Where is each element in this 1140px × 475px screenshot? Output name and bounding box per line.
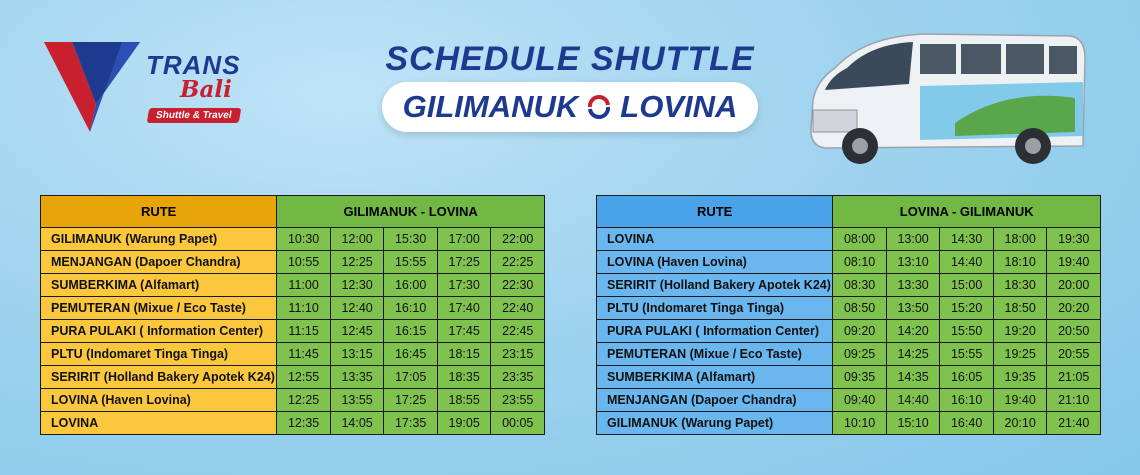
departure-time: 15:10	[886, 412, 940, 435]
stop-name: LOVINA (Haven Lovina)	[41, 389, 277, 412]
departure-time: 12:30	[330, 274, 384, 297]
table-row	[41, 366, 545, 389]
departure-time: 16:10	[940, 389, 994, 412]
schedule-table-gilimanuk-lovina	[40, 195, 545, 435]
departure-time: 11:45	[277, 343, 331, 366]
departure-time: 09:40	[833, 389, 887, 412]
departure-time: 16:00	[384, 274, 438, 297]
table-row	[41, 297, 545, 320]
departure-time: 17:45	[437, 320, 491, 343]
departure-time: 17:25	[437, 251, 491, 274]
schedule-table-lovina-gilimanuk	[596, 195, 1101, 435]
departure-time: 23:15	[491, 343, 545, 366]
departure-time: 19:20	[993, 320, 1047, 343]
departure-time: 12:25	[330, 251, 384, 274]
departure-time: 12:45	[330, 320, 384, 343]
departure-time: 18:50	[993, 297, 1047, 320]
departure-time: 13:35	[330, 366, 384, 389]
departure-time: 09:20	[833, 320, 887, 343]
departure-time: 19:40	[1047, 251, 1101, 274]
table-row	[597, 251, 1101, 274]
stop-name: GILIMANUK (Warung Papet)	[41, 228, 277, 251]
departure-time: 17:25	[384, 389, 438, 412]
brand-tagline: Shuttle & Travel	[147, 108, 241, 123]
table-row	[41, 228, 545, 251]
table-row	[597, 366, 1101, 389]
brand-name-bottom: Bali	[180, 76, 232, 103]
departure-time: 21:10	[1047, 389, 1101, 412]
table-row	[597, 297, 1101, 320]
departure-time: 20:55	[1047, 343, 1101, 366]
route-destination: LOVINA	[620, 89, 738, 124]
stop-name: PEMUTERAN (Mixue / Eco Taste)	[41, 297, 277, 320]
direction-header: LOVINA - GILIMANUK	[833, 196, 1101, 228]
departure-time: 18:10	[993, 251, 1047, 274]
departure-time: 22:40	[491, 297, 545, 320]
route-column-header: RUTE	[41, 196, 277, 228]
departure-time: 15:30	[384, 228, 438, 251]
table-row	[597, 228, 1101, 251]
departure-time: 10:10	[833, 412, 887, 435]
departure-time: 16:05	[940, 366, 994, 389]
departure-time: 08:10	[833, 251, 887, 274]
trans-bali-logo-icon	[44, 42, 144, 132]
departure-time: 13:00	[886, 228, 940, 251]
stop-name: SUMBERKIMA (Alfamart)	[597, 366, 833, 389]
departure-time: 08:50	[833, 297, 887, 320]
table-row	[41, 412, 545, 435]
table-row	[597, 274, 1101, 297]
schedule-body	[597, 228, 1101, 435]
departure-time: 14:25	[886, 343, 940, 366]
departure-time: 18:15	[437, 343, 491, 366]
table-row	[597, 343, 1101, 366]
table-row	[41, 274, 545, 297]
departure-time: 13:10	[886, 251, 940, 274]
table-header-row	[41, 196, 545, 228]
departure-time: 23:55	[491, 389, 545, 412]
departure-time: 13:30	[886, 274, 940, 297]
table-row	[41, 343, 545, 366]
stop-name: LOVINA	[41, 412, 277, 435]
stop-name: PLTU (Indomaret Tinga Tinga)	[41, 343, 277, 366]
departure-time: 19:25	[993, 343, 1047, 366]
route-banner	[382, 82, 758, 132]
departure-time: 19:30	[1047, 228, 1101, 251]
departure-time: 16:10	[384, 297, 438, 320]
departure-time: 16:45	[384, 343, 438, 366]
departure-time: 19:40	[993, 389, 1047, 412]
departure-time: 15:55	[940, 343, 994, 366]
departure-time: 23:35	[491, 366, 545, 389]
departure-time: 12:40	[330, 297, 384, 320]
departure-time: 20:20	[1047, 297, 1101, 320]
table-row	[41, 389, 545, 412]
stop-name: MENJANGAN (Dapoer Chandra)	[41, 251, 277, 274]
departure-time: 15:00	[940, 274, 994, 297]
stop-name: PLTU (Indomaret Tinga Tinga)	[597, 297, 833, 320]
departure-time: 11:10	[277, 297, 331, 320]
departure-time: 22:25	[491, 251, 545, 274]
departure-time: 13:15	[330, 343, 384, 366]
departure-time: 18:35	[437, 366, 491, 389]
brand-logo	[44, 42, 274, 137]
departure-time: 12:35	[277, 412, 331, 435]
brand-name-top: TRANS	[146, 50, 241, 80]
departure-time: 13:50	[886, 297, 940, 320]
departure-time: 17:00	[437, 228, 491, 251]
departure-time: 14:05	[330, 412, 384, 435]
stop-name: SUMBERKIMA (Alfamart)	[41, 274, 277, 297]
departure-time: 18:00	[993, 228, 1047, 251]
stop-name: MENJANGAN (Dapoer Chandra)	[597, 389, 833, 412]
stop-name: PURA PULAKI ( Information Center)	[597, 320, 833, 343]
departure-time: 11:15	[277, 320, 331, 343]
departure-time: 21:40	[1047, 412, 1101, 435]
route-column-header: RUTE	[597, 196, 833, 228]
departure-time: 14:40	[886, 389, 940, 412]
stop-name: PEMUTERAN (Mixue / Eco Taste)	[597, 343, 833, 366]
table-row	[597, 320, 1101, 343]
stop-name: PURA PULAKI ( Information Center)	[41, 320, 277, 343]
departure-time: 17:35	[384, 412, 438, 435]
departure-time: 17:30	[437, 274, 491, 297]
departure-time: 22:30	[491, 274, 545, 297]
page-title: SCHEDULE SHUTTLE	[385, 40, 755, 78]
departure-time: 09:35	[833, 366, 887, 389]
stop-name: SERIRIT (Holland Bakery Apotek K24)	[41, 366, 277, 389]
stop-name: LOVINA (Haven Lovina)	[597, 251, 833, 274]
table-row	[597, 412, 1101, 435]
departure-time: 12:00	[330, 228, 384, 251]
departure-time: 20:00	[1047, 274, 1101, 297]
departure-time: 08:00	[833, 228, 887, 251]
departure-time: 15:55	[384, 251, 438, 274]
departure-time: 14:40	[940, 251, 994, 274]
departure-time: 20:10	[993, 412, 1047, 435]
route-swap-icon	[586, 94, 612, 120]
departure-time: 17:05	[384, 366, 438, 389]
departure-time: 10:55	[277, 251, 331, 274]
stop-name: SERIRIT (Holland Bakery Apotek K24)	[597, 274, 833, 297]
departure-time: 15:50	[940, 320, 994, 343]
departure-time: 18:30	[993, 274, 1047, 297]
departure-time: 17:40	[437, 297, 491, 320]
departure-time: 18:55	[437, 389, 491, 412]
table-header-row	[597, 196, 1101, 228]
departure-time: 22:00	[491, 228, 545, 251]
departure-time: 14:30	[940, 228, 994, 251]
departure-time: 08:30	[833, 274, 887, 297]
direction-header: GILIMANUK - LOVINA	[277, 196, 545, 228]
table-row	[41, 320, 545, 343]
departure-time: 09:25	[833, 343, 887, 366]
table-row	[597, 389, 1101, 412]
departure-time: 10:30	[277, 228, 331, 251]
departure-time: 00:05	[491, 412, 545, 435]
departure-time: 14:20	[886, 320, 940, 343]
departure-time: 20:50	[1047, 320, 1101, 343]
departure-time: 19:05	[437, 412, 491, 435]
departure-time: 14:35	[886, 366, 940, 389]
departure-time: 21:05	[1047, 366, 1101, 389]
departure-time: 22:45	[491, 320, 545, 343]
route-origin: GILIMANUK	[402, 89, 579, 124]
departure-time: 16:40	[940, 412, 994, 435]
departure-time: 15:20	[940, 297, 994, 320]
departure-time: 12:25	[277, 389, 331, 412]
stop-name: LOVINA	[597, 228, 833, 251]
schedule-body	[41, 228, 545, 435]
departure-time: 11:00	[277, 274, 331, 297]
departure-time: 12:55	[277, 366, 331, 389]
departure-time: 13:55	[330, 389, 384, 412]
departure-time: 16:15	[384, 320, 438, 343]
table-row	[41, 251, 545, 274]
departure-time: 19:35	[993, 366, 1047, 389]
shuttle-van-icon	[805, 28, 1090, 173]
stop-name: GILIMANUK (Warung Papet)	[597, 412, 833, 435]
